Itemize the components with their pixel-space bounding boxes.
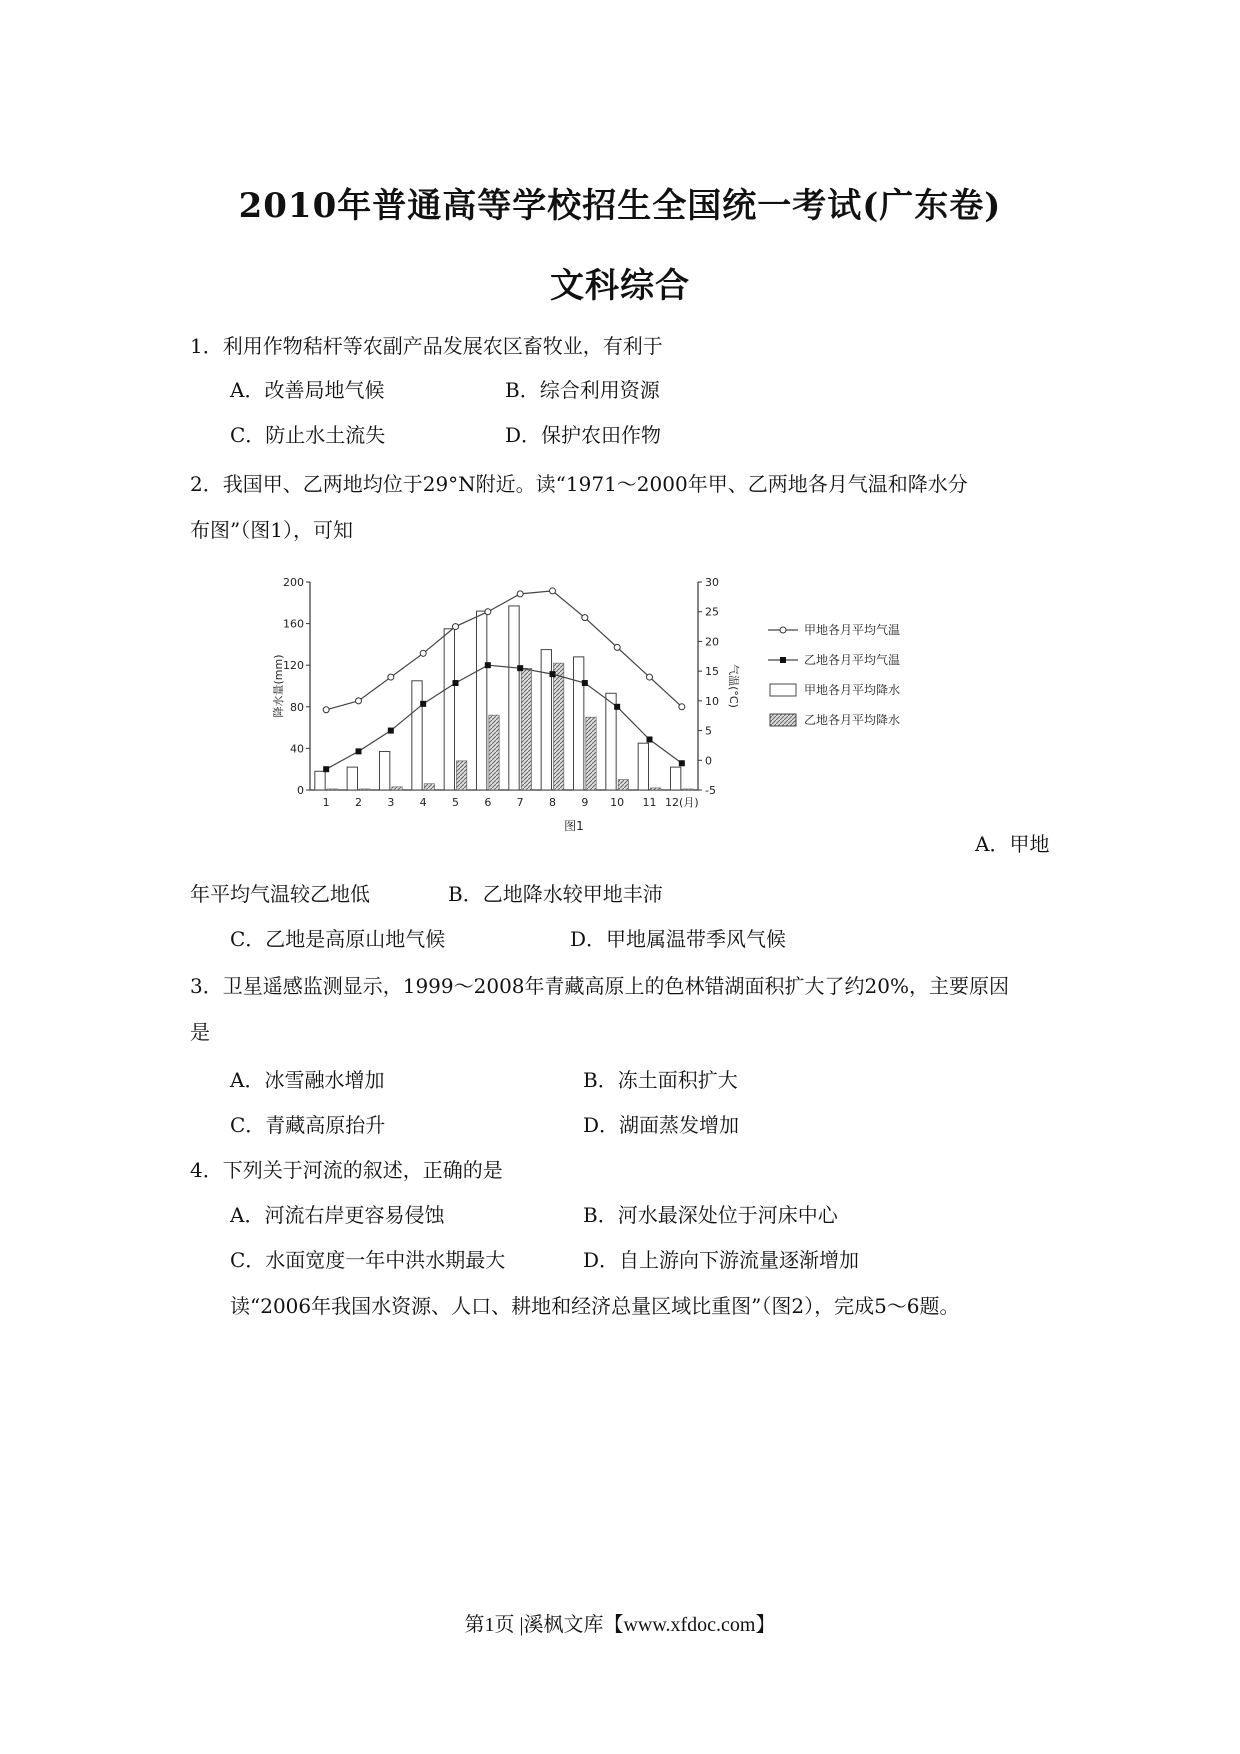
- question-2-option-a-part2: 年平均气温较乙地低: [190, 882, 370, 906]
- point-yi-temp: [388, 728, 394, 734]
- point-jia-temp: [582, 615, 588, 621]
- x-tick-label: 2: [355, 796, 362, 809]
- question-2-stem-line1: 2．我国甲、乙两地均位于29°N附近。读“1971～2000年甲、乙两地各月气温和降水分: [190, 472, 968, 496]
- right-tick-label: 30: [705, 576, 719, 589]
- bar-yi-precip: [457, 761, 467, 790]
- point-yi-temp: [420, 701, 426, 707]
- x-tick-label: 3: [387, 796, 395, 809]
- question-1-option-d: D．保护农田作物: [505, 423, 662, 447]
- point-jia-temp: [420, 650, 426, 656]
- bar-yi-precip: [360, 789, 370, 790]
- question-3-option-b: B．冻土面积扩大: [583, 1068, 738, 1092]
- point-yi-temp: [647, 736, 653, 742]
- bar-jia-precip: [573, 657, 583, 790]
- point-jia-temp: [550, 588, 556, 594]
- left-tick-label: 120: [283, 659, 304, 673]
- bar-yi-precip: [392, 787, 402, 790]
- point-jia-temp: [647, 674, 653, 680]
- point-jia-temp: [614, 644, 620, 650]
- question-2-option-d: D．甲地属温带季风气候: [570, 927, 787, 951]
- left-tick-label: 200: [283, 576, 304, 589]
- question-3-stem-line1: 3．卫星遥感监测显示，1999～2008年青藏高原上的色林错湖面积扩大了约20%，主要原因: [190, 974, 1009, 998]
- figure-caption: 图1: [564, 819, 584, 833]
- page-footer: 第1页 |溪枫文库【www.xfdoc.com】: [464, 1614, 776, 1636]
- point-jia-temp: [453, 624, 459, 630]
- question-1-stem: 1．利用作物秸杆等农副产品发展农区畜牧业，有利于: [190, 334, 663, 358]
- legend-marker: [780, 657, 786, 663]
- bar-jia-precip: [412, 681, 422, 790]
- y-right-axis-label: 气温(°C): [727, 664, 740, 708]
- question-3-option-d: D．湖面蒸发增加: [583, 1113, 740, 1137]
- page-title: 2010年普通高等学校招生全国统一考试(广东卷): [238, 186, 1002, 226]
- bar-jia-precip: [509, 606, 519, 790]
- bar-yi-precip: [683, 789, 693, 790]
- bar-jia-precip: [347, 767, 357, 790]
- point-jia-temp: [485, 609, 491, 615]
- x-tick-label: 6: [484, 796, 492, 809]
- bar-jia-precip: [444, 629, 454, 790]
- x-tick-label: 10: [610, 796, 625, 809]
- bar-yi-precip: [586, 717, 596, 790]
- question-2-option-a-part1: A．甲地: [975, 832, 1050, 856]
- point-jia-temp: [679, 704, 685, 710]
- right-tick-label: 5: [705, 724, 712, 738]
- left-tick-label: 0: [297, 784, 304, 797]
- right-tick-label: 20: [705, 635, 719, 649]
- bar-yi-precip: [554, 663, 564, 790]
- x-tick-label: 9: [581, 796, 589, 809]
- point-jia-temp: [323, 707, 329, 713]
- y-left-axis-label: 降水量(mm): [272, 654, 285, 718]
- legend-marker: [780, 627, 786, 633]
- right-tick-label: 15: [705, 665, 719, 679]
- right-tick-label: 0: [705, 754, 712, 768]
- point-jia-temp: [356, 698, 362, 704]
- right-tick-label: 10: [705, 694, 719, 708]
- point-yi-temp: [582, 680, 588, 686]
- bar-yi-precip: [327, 789, 337, 790]
- question-2-option-c: C．乙地是高原山地气候: [230, 927, 446, 951]
- question-1-option-b: B．综合利用资源: [505, 378, 660, 402]
- bar-jia-precip: [315, 771, 325, 790]
- bar-yi-precip: [618, 780, 628, 790]
- x-tick-label: 1: [322, 796, 330, 809]
- question-3-option-a: A．冰雪融水增加: [230, 1068, 385, 1092]
- legend-label: 乙地各月平均气温: [804, 653, 901, 667]
- right-tick-label: 25: [705, 605, 719, 619]
- question-1-option-a: A．改善局地气候: [230, 378, 385, 402]
- x-tick-label: 12(月): [665, 796, 699, 809]
- question-3-option-c: C．青藏高原抬升: [230, 1113, 386, 1137]
- bar-jia-precip: [476, 611, 486, 790]
- point-yi-temp: [679, 760, 685, 766]
- x-tick-label: 7: [516, 796, 524, 809]
- legend-label: 甲地各月平均降水: [804, 683, 901, 697]
- x-tick-label: 4: [419, 796, 427, 809]
- x-tick-label: 11: [642, 796, 657, 809]
- question-5-6-intro: 读“2006年我国水资源、人口、耕地和经济总量区域比重图”（图2），完成5～6题。: [230, 1294, 960, 1318]
- question-4-stem: 4．下列关于河流的叙述，正确的是: [190, 1158, 503, 1182]
- legend-swatch: [770, 714, 796, 726]
- x-tick-label: 5: [452, 796, 459, 809]
- point-jia-temp: [388, 674, 394, 680]
- point-yi-temp: [614, 704, 620, 710]
- point-yi-temp: [323, 766, 329, 772]
- bar-jia-precip: [670, 767, 680, 790]
- question-4-option-b: B．河水最深处位于河床中心: [583, 1203, 838, 1227]
- left-tick-label: 160: [283, 617, 304, 631]
- climate-chart-svg: [268, 568, 948, 840]
- question-4-option-a: A．河流右岸更容易侵蚀: [230, 1203, 445, 1227]
- question-4-option-d: D．自上游向下游流量逐渐增加: [583, 1248, 860, 1272]
- bar-yi-precip: [489, 715, 499, 790]
- legend-label: 乙地各月平均降水: [804, 713, 901, 727]
- bar-jia-precip: [638, 743, 648, 790]
- bar-yi-precip: [651, 788, 661, 790]
- question-3-stem-line2: 是: [190, 1020, 210, 1044]
- line-jia-temp: [326, 591, 682, 710]
- bar-jia-precip: [379, 752, 389, 790]
- point-yi-temp: [485, 662, 491, 668]
- legend-swatch: [770, 684, 796, 696]
- bar-yi-precip: [424, 784, 434, 790]
- question-4-option-c: C．水面宽度一年中洪水期最大: [230, 1248, 506, 1272]
- question-1-option-c: C．防止水土流失: [230, 423, 386, 447]
- point-yi-temp: [356, 748, 362, 754]
- question-2-stem-line2: 布图”（图1），可知: [190, 518, 353, 542]
- figure-1-climate-chart: [268, 568, 948, 840]
- bar-jia-precip: [541, 650, 551, 790]
- point-yi-temp: [550, 671, 556, 677]
- right-tick-label: -5: [705, 784, 716, 797]
- x-tick-label: 8: [549, 796, 556, 809]
- bar-yi-precip: [521, 668, 531, 790]
- page-subtitle: 文科综合: [550, 266, 690, 306]
- left-tick-label: 40: [290, 742, 304, 756]
- left-tick-label: 80: [290, 700, 304, 714]
- point-jia-temp: [517, 591, 523, 597]
- legend-label: 甲地各月平均气温: [804, 623, 901, 637]
- point-yi-temp: [517, 665, 523, 671]
- question-2-option-b: B．乙地降水较甲地丰沛: [448, 882, 663, 906]
- point-yi-temp: [453, 680, 459, 686]
